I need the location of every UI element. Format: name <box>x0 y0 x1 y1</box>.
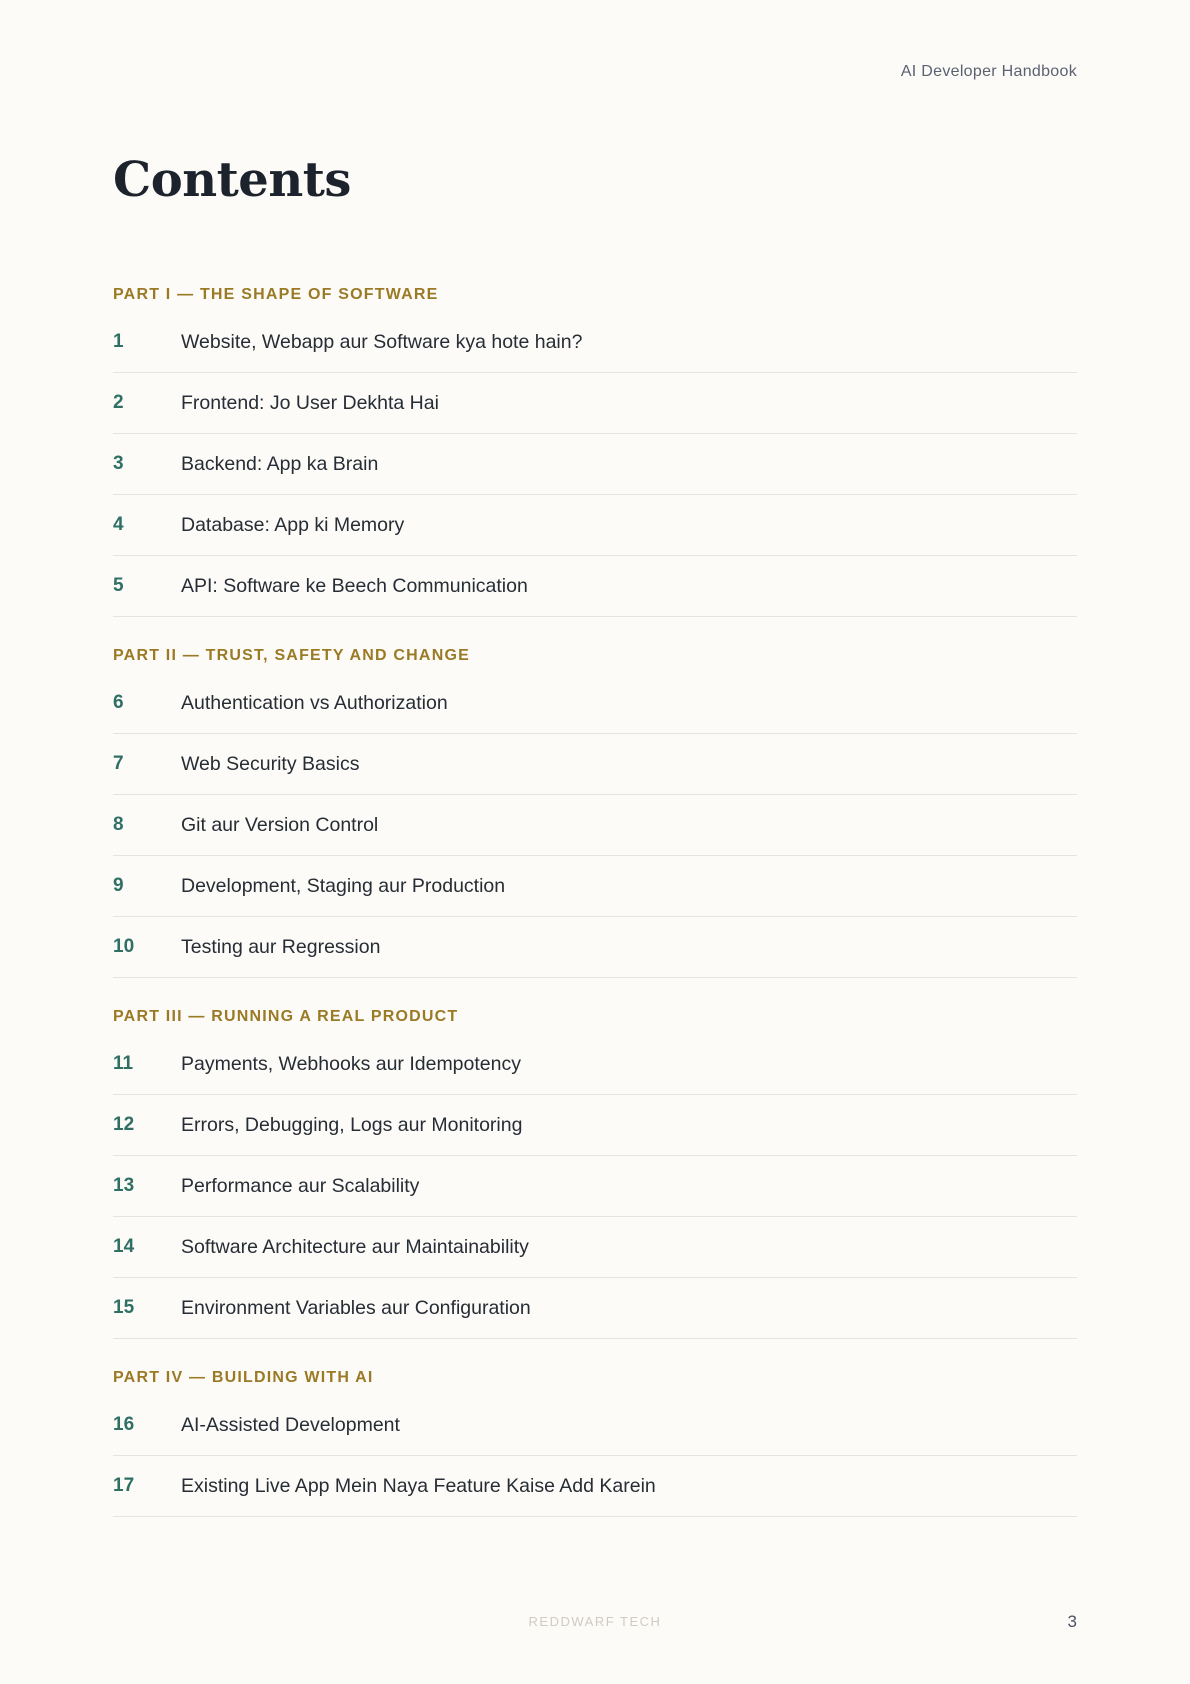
toc-entry[interactable] <box>113 434 1077 495</box>
toc-entry[interactable] <box>113 1217 1077 1278</box>
toc-entry[interactable] <box>113 556 1077 617</box>
toc-entry[interactable] <box>113 673 1077 734</box>
chapter-number: 9 <box>113 875 124 896</box>
chapter-number: 16 <box>113 1414 135 1435</box>
part-section <box>113 1361 1077 1517</box>
toc-entry[interactable] <box>113 1034 1077 1095</box>
chapter-title: Errors, Debugging, Logs aur Monitoring <box>181 1113 523 1136</box>
chapter-number: 17 <box>113 1475 135 1496</box>
chapter-number: 8 <box>113 814 124 835</box>
chapter-title: Authentication vs Authorization <box>181 691 448 714</box>
chapter-number: 7 <box>113 753 124 774</box>
toc-entry[interactable] <box>113 495 1077 556</box>
chapter-title: Backend: App ka Brain <box>181 452 379 475</box>
chapter-title: Payments, Webhooks aur Idempotency <box>181 1052 521 1075</box>
part-section <box>113 639 1077 978</box>
page-title: Contents <box>113 152 351 208</box>
chapter-number: 11 <box>113 1053 134 1074</box>
chapter-title: API: Software ke Beech Communication <box>181 574 528 597</box>
chapter-title: Web Security Basics <box>181 752 360 775</box>
toc-entry[interactable] <box>113 917 1077 978</box>
chapter-title: Performance aur Scalability <box>181 1174 420 1197</box>
chapter-title: AI-Assisted Development <box>181 1413 400 1436</box>
chapter-title: Software Architecture aur Maintainability <box>181 1235 529 1258</box>
toc-entry[interactable] <box>113 1278 1077 1339</box>
chapter-number: 1 <box>113 331 124 352</box>
toc-entry[interactable] <box>113 312 1077 373</box>
chapter-number: 5 <box>113 575 124 596</box>
toc-entry[interactable] <box>113 1156 1077 1217</box>
table-of-contents <box>113 278 1077 1539</box>
chapter-number: 6 <box>113 692 124 713</box>
chapter-number: 4 <box>113 514 124 535</box>
chapter-number: 13 <box>113 1175 135 1196</box>
toc-entry[interactable] <box>113 856 1077 917</box>
chapter-number: 10 <box>113 936 135 957</box>
running-header: AI Developer Handbook <box>900 63 1077 80</box>
toc-entry[interactable] <box>113 795 1077 856</box>
part-heading: PART II — TRUST, SAFETY AND CHANGE <box>113 647 470 664</box>
chapter-number: 3 <box>113 453 124 474</box>
toc-entry[interactable] <box>113 1395 1077 1456</box>
chapter-title: Existing Live App Mein Naya Feature Kaise Add Karein <box>181 1474 656 1497</box>
toc-entry[interactable] <box>113 734 1077 795</box>
chapter-number: 14 <box>113 1236 135 1257</box>
chapter-title: Website, Webapp aur Software kya hote hain? <box>181 330 583 353</box>
chapter-title: Development, Staging aur Production <box>181 874 506 897</box>
chapter-title: Frontend: Jo User Dekhta Hai <box>181 391 439 414</box>
chapter-number: 2 <box>113 392 124 413</box>
part-heading: PART IV — BUILDING WITH AI <box>113 1369 374 1386</box>
chapter-number: 15 <box>113 1297 135 1318</box>
part-section <box>113 1000 1077 1339</box>
toc-entry[interactable] <box>113 1095 1077 1156</box>
chapter-title: Git aur Version Control <box>181 813 379 836</box>
chapter-title: Database: App ki Memory <box>181 513 405 536</box>
toc-entry[interactable] <box>113 373 1077 434</box>
part-section <box>113 278 1077 617</box>
chapter-number: 12 <box>113 1114 135 1135</box>
part-heading: PART III — RUNNING A REAL PRODUCT <box>113 1008 459 1025</box>
part-heading: PART I — THE SHAPE OF SOFTWARE <box>113 286 439 303</box>
chapter-title: Environment Variables aur Configuration <box>181 1296 531 1319</box>
footer-brand: REDDWARF TECH <box>528 1614 662 1629</box>
chapter-title: Testing aur Regression <box>181 935 381 958</box>
toc-entry[interactable] <box>113 1456 1077 1517</box>
page-number: 3 <box>1067 1612 1077 1631</box>
